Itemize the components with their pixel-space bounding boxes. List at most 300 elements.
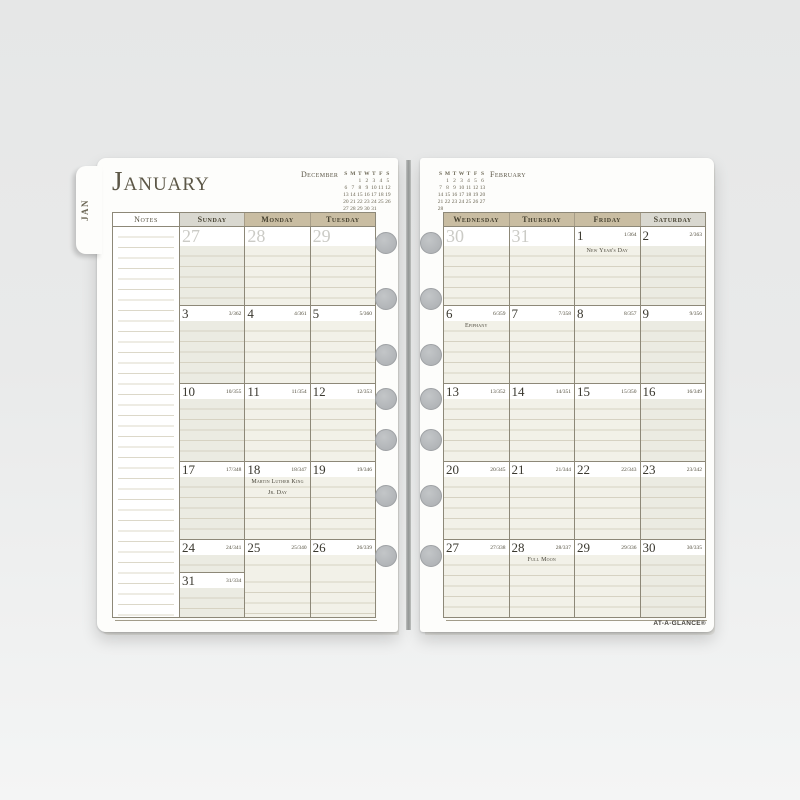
column-header-saturday: Saturday [640, 213, 706, 226]
mini-date: 31 [371, 206, 377, 212]
week-row [180, 572, 375, 617]
writing-area [641, 399, 706, 461]
julian-date: 18/347 [291, 467, 307, 473]
date-number: 28 [511, 540, 525, 555]
date-number: 1 [577, 228, 584, 243]
binder-hole [375, 545, 397, 567]
mini-date: 17 [458, 192, 465, 198]
mini-date: 11 [465, 185, 472, 191]
date-strip [311, 227, 375, 246]
mini-date: 30 [364, 206, 370, 212]
date-strip [444, 384, 509, 399]
mini-date: 13 [343, 192, 349, 198]
day-cell [180, 539, 244, 572]
date-number: 4 [247, 306, 254, 321]
column-header-friday: Friday [574, 213, 640, 226]
mini-date: 27 [343, 206, 349, 212]
day-cell [444, 305, 509, 383]
notes-column [113, 227, 180, 617]
writing-area [510, 321, 575, 383]
date-strip [641, 306, 706, 321]
mini-date: 26 [385, 199, 391, 205]
day-cell [640, 461, 706, 539]
writing-area [510, 477, 575, 539]
day-cell [310, 572, 375, 617]
date-number: 23 [642, 462, 656, 477]
date-number: 9 [642, 306, 649, 321]
julian-date: 9/356 [689, 311, 702, 317]
week-row [444, 305, 705, 383]
day-cell [509, 305, 575, 383]
holiday-label: Martin Luther King Jr. Day [251, 479, 304, 496]
julian-date: 15/350 [621, 389, 637, 395]
mini-date: 8 [446, 185, 449, 191]
binder-hole [375, 485, 397, 507]
week-row [180, 461, 375, 539]
date-number: 11 [247, 384, 260, 399]
mini-date-grid [437, 171, 486, 212]
date-strip [311, 540, 375, 555]
date-strip [575, 227, 640, 246]
writing-area [180, 588, 244, 617]
date-number: 30 [642, 540, 656, 555]
overflow-date-number: 28 [247, 226, 266, 246]
date-number: 27 [446, 540, 459, 555]
date-strip [311, 306, 375, 321]
overflow-date-number: 30 [446, 226, 464, 246]
mini-date: 20 [479, 192, 486, 198]
date-number: 31 [182, 573, 195, 588]
mini-date: 10 [458, 185, 465, 191]
day-cell [180, 461, 244, 539]
date-strip [180, 462, 244, 477]
julian-date: 22/343 [621, 467, 637, 473]
mini-date: 7 [439, 185, 442, 191]
mini-date: 24 [371, 199, 377, 205]
date-number: 21 [511, 462, 525, 477]
day-cell [444, 227, 509, 305]
date-strip [510, 384, 575, 399]
mini-date: 1 [446, 178, 449, 184]
day-cell [310, 383, 375, 461]
notes-column-header: Notes [113, 213, 180, 226]
julian-date: 13/352 [490, 389, 506, 395]
left-month-grid [112, 212, 376, 618]
writing-area [245, 555, 309, 572]
julian-date: 6/359 [492, 311, 506, 317]
julian-date: 17/348 [226, 467, 242, 473]
mini-date: 19 [472, 192, 479, 198]
writing-area [180, 555, 244, 572]
writing-area [311, 572, 375, 617]
writing-area [575, 555, 640, 617]
grid-header-row [444, 213, 705, 227]
date-number: 20 [446, 462, 459, 477]
mini-date: 27 [479, 199, 486, 205]
binder-hole [375, 232, 397, 254]
date-strip [180, 227, 244, 246]
julian-date: 5/360 [359, 311, 372, 317]
date-strip [575, 540, 640, 555]
mini-date: 9 [453, 185, 456, 191]
julian-date: 14/351 [555, 389, 571, 395]
grid-body [444, 227, 705, 617]
day-cell [640, 227, 706, 305]
day-cell [310, 305, 375, 383]
day-cell [244, 227, 309, 305]
mini-date: 5 [386, 178, 390, 184]
date-number: 25 [247, 540, 261, 555]
date-strip [180, 573, 244, 588]
date-number: 19 [312, 462, 326, 477]
day-cell [244, 572, 309, 617]
date-strip [245, 462, 309, 477]
date-strip [180, 306, 244, 321]
date-number: 2 [642, 228, 649, 243]
julian-date: 19/346 [356, 467, 372, 473]
julian-date: 24/341 [226, 545, 242, 551]
julian-date: 12/353 [356, 389, 372, 395]
date-number: 10 [182, 384, 195, 399]
mini-date: 3 [460, 178, 463, 184]
mini-calendar-december [301, 171, 391, 212]
binder-hole [420, 288, 442, 310]
mini-day-header: F [379, 171, 383, 177]
binder-hole [420, 388, 442, 410]
holiday-label: Full Moon [527, 557, 556, 563]
date-number: 6 [446, 306, 453, 321]
right-page [420, 158, 714, 632]
day-cell [640, 539, 706, 617]
mini-date: 29 [357, 206, 363, 212]
mini-date [349, 178, 356, 184]
mini-day-header: W [364, 171, 370, 177]
julian-date: 28/337 [555, 545, 571, 551]
mini-date: 20 [343, 199, 349, 205]
date-number: 24 [182, 540, 195, 555]
holiday-label: Epiphany [464, 323, 488, 329]
julian-date: 20/345 [490, 467, 506, 473]
mini-date: 13 [479, 185, 486, 191]
mini-date: 23 [364, 199, 370, 205]
writing-area [311, 477, 375, 539]
date-number: 8 [577, 306, 584, 321]
writing-area [444, 246, 509, 305]
mini-date: 4 [467, 178, 470, 184]
date-number: 13 [446, 384, 459, 399]
day-cell [574, 227, 640, 305]
julian-date: 11/354 [291, 389, 307, 395]
date-number: 18 [247, 462, 261, 477]
column-header-monday: Monday [244, 213, 309, 226]
mini-date: 28 [437, 206, 444, 212]
mini-date: 5 [474, 178, 477, 184]
date-number: 29 [577, 540, 590, 555]
mini-date: 16 [451, 192, 458, 198]
date-strip [641, 227, 706, 246]
writing-area [641, 246, 706, 305]
mini-day-header: T [371, 171, 376, 177]
writing-area [510, 246, 575, 305]
mini-date: 6 [344, 185, 348, 191]
right-month-grid [443, 212, 706, 618]
julian-date: 31/334 [226, 578, 242, 584]
mini-date: 8 [358, 185, 362, 191]
date-strip [575, 384, 640, 399]
date-number: 3 [182, 306, 189, 321]
mini-day-header: S [386, 171, 390, 177]
mini-date: 25 [378, 199, 384, 205]
mini-date: 26 [472, 199, 479, 205]
jan-tab-label: JAN [80, 199, 90, 221]
date-number: 16 [642, 384, 656, 399]
writing-area [510, 555, 575, 617]
week-row [444, 227, 705, 305]
column-header-sunday: Sunday [180, 213, 244, 226]
date-number: 26 [312, 540, 326, 555]
day-cell [310, 539, 375, 572]
date-strip [311, 384, 375, 399]
writing-area [575, 321, 640, 383]
julian-date: 21/344 [555, 467, 571, 473]
julian-date: 25/340 [291, 545, 307, 551]
binder-hole [375, 288, 397, 310]
writing-area [180, 399, 244, 461]
writing-area [245, 321, 309, 383]
mini-date-grid [342, 171, 391, 212]
mini-date: 9 [365, 185, 369, 191]
date-strip [641, 462, 706, 477]
julian-date: 1/364 [623, 232, 637, 238]
day-cell [640, 305, 706, 383]
day-cell [509, 383, 575, 461]
mini-date: 24 [458, 199, 465, 205]
mini-month-label: February [490, 170, 526, 179]
date-strip [245, 227, 309, 246]
writing-area [444, 321, 509, 383]
column-header-thursday: Thursday [509, 213, 575, 226]
binder-hole [420, 232, 442, 254]
day-cell [244, 461, 309, 539]
binder-hole [375, 429, 397, 451]
date-strip [641, 540, 706, 555]
mini-date: 3 [372, 178, 376, 184]
mini-date: 11 [378, 185, 384, 191]
planner-spread [80, 158, 714, 632]
date-strip [311, 462, 375, 477]
mini-day-header: M [444, 171, 451, 177]
day-cell [180, 227, 244, 305]
weeks-area [444, 227, 705, 617]
date-strip [575, 462, 640, 477]
julian-date: 7/358 [558, 311, 571, 317]
julian-date: 29/336 [621, 545, 637, 551]
writing-area [245, 246, 309, 305]
column-header-tuesday: Tuesday [310, 213, 375, 226]
writing-area [444, 399, 509, 461]
week-row [180, 227, 375, 305]
day-cell [310, 227, 375, 305]
mini-date: 14 [350, 192, 356, 198]
holiday-label: New Year's Day [586, 248, 628, 254]
julian-date: 26/339 [356, 545, 372, 551]
date-number: 15 [577, 384, 590, 399]
writing-area [510, 399, 575, 461]
mini-date: 2 [365, 178, 369, 184]
day-cell [444, 539, 509, 617]
binder-gutter [406, 160, 411, 630]
writing-area [311, 555, 375, 572]
writing-area [245, 572, 309, 617]
mini-date: 18 [378, 192, 384, 198]
mini-date: 28 [350, 206, 356, 212]
mini-date: 7 [351, 185, 355, 191]
mini-date: 1 [358, 178, 362, 184]
mini-day-header: S [480, 171, 485, 177]
mini-date: 14 [437, 192, 444, 198]
day-cell [509, 461, 575, 539]
mini-day-header: S [344, 171, 348, 177]
mini-date: 22 [357, 199, 363, 205]
binder-hole [420, 344, 442, 366]
mini-date [342, 178, 349, 184]
date-strip [180, 384, 244, 399]
week-row [444, 461, 705, 539]
week-row [180, 305, 375, 383]
mini-date: 12 [385, 185, 391, 191]
binder-hole [420, 545, 442, 567]
writing-area [444, 555, 509, 617]
writing-area [180, 246, 244, 305]
date-strip [575, 306, 640, 321]
day-cell [244, 305, 309, 383]
mini-date: 19 [385, 192, 391, 198]
day-cell [180, 572, 244, 617]
binder-hole [420, 429, 442, 451]
date-strip [245, 540, 309, 555]
mini-date: 25 [465, 199, 472, 205]
julian-date: 4/361 [294, 311, 307, 317]
week-row [444, 539, 705, 617]
mini-date: 6 [481, 178, 484, 184]
mini-date: 12 [472, 185, 479, 191]
mini-date: 21 [350, 199, 356, 205]
page-title: January [112, 166, 210, 196]
date-strip [245, 384, 309, 399]
day-cell [444, 383, 509, 461]
writing-area [575, 477, 640, 539]
writing-area [641, 321, 706, 383]
date-number: 17 [182, 462, 195, 477]
date-strip [245, 306, 309, 321]
week-row [180, 383, 375, 461]
writing-area [575, 246, 640, 305]
day-cell [310, 461, 375, 539]
mini-calendar-february [437, 171, 526, 212]
mini-date: 4 [379, 178, 383, 184]
day-cell [180, 383, 244, 461]
date-number: 22 [577, 462, 590, 477]
date-number: 7 [511, 306, 518, 321]
date-strip [510, 462, 575, 477]
day-cell [244, 383, 309, 461]
day-cell [574, 461, 640, 539]
writing-area [180, 477, 244, 539]
date-strip [510, 306, 575, 321]
day-cell [574, 539, 640, 617]
date-number: 5 [312, 306, 320, 321]
day-cell [574, 305, 640, 383]
mini-day-header: S [438, 171, 443, 177]
day-cell [244, 539, 309, 572]
writing-area [311, 399, 375, 461]
writing-area [180, 321, 244, 383]
overflow-date-number: 29 [312, 226, 331, 246]
week-row [180, 539, 375, 572]
overflow-date-number: 27 [182, 226, 200, 246]
binder-hole [375, 344, 397, 366]
writing-area [641, 555, 706, 617]
mini-date: 23 [451, 199, 458, 205]
jan-month-tab [76, 166, 102, 254]
date-strip [641, 384, 706, 399]
column-header-wednesday: Wednesday [444, 213, 509, 226]
brand-label: AT-A-GLANCE® [653, 620, 706, 627]
mini-month-label: December [301, 170, 339, 179]
julian-date: 16/349 [686, 389, 702, 395]
mini-date: 18 [465, 192, 472, 198]
julian-date: 27/338 [490, 545, 506, 551]
day-cell [640, 383, 706, 461]
date-strip [444, 462, 509, 477]
grid-header-row [113, 213, 375, 227]
writing-area [245, 477, 309, 539]
mini-date: 15 [444, 192, 451, 198]
mini-day-header: F [473, 171, 478, 177]
day-cell [180, 305, 244, 383]
mini-date: 22 [444, 199, 451, 205]
mini-day-header: W [458, 171, 465, 177]
left-page [80, 158, 398, 632]
day-cell [509, 539, 575, 617]
writing-area [245, 399, 309, 461]
notes-ruled-lines [118, 227, 174, 617]
mini-date: 21 [437, 199, 444, 205]
writing-area [311, 246, 375, 305]
mini-day-header: T [452, 171, 457, 177]
mini-day-header: T [357, 171, 362, 177]
writing-area [311, 321, 375, 383]
day-cell [574, 383, 640, 461]
mini-date: 10 [371, 185, 377, 191]
binder-hole [420, 485, 442, 507]
julian-date: 23/342 [686, 467, 702, 473]
julian-date: 30/335 [686, 545, 702, 551]
writing-area [444, 477, 509, 539]
date-number: 14 [511, 384, 525, 399]
mini-date [384, 206, 391, 212]
writing-area [575, 399, 640, 461]
writing-area [641, 477, 706, 539]
date-strip [180, 540, 244, 555]
date-strip [444, 306, 509, 321]
grid-body [113, 227, 375, 617]
mini-day-header: T [466, 171, 471, 177]
mini-date: 15 [357, 192, 363, 198]
julian-date: 10/355 [226, 389, 242, 395]
mini-date: 2 [453, 178, 456, 184]
julian-date: 3/362 [228, 311, 242, 317]
